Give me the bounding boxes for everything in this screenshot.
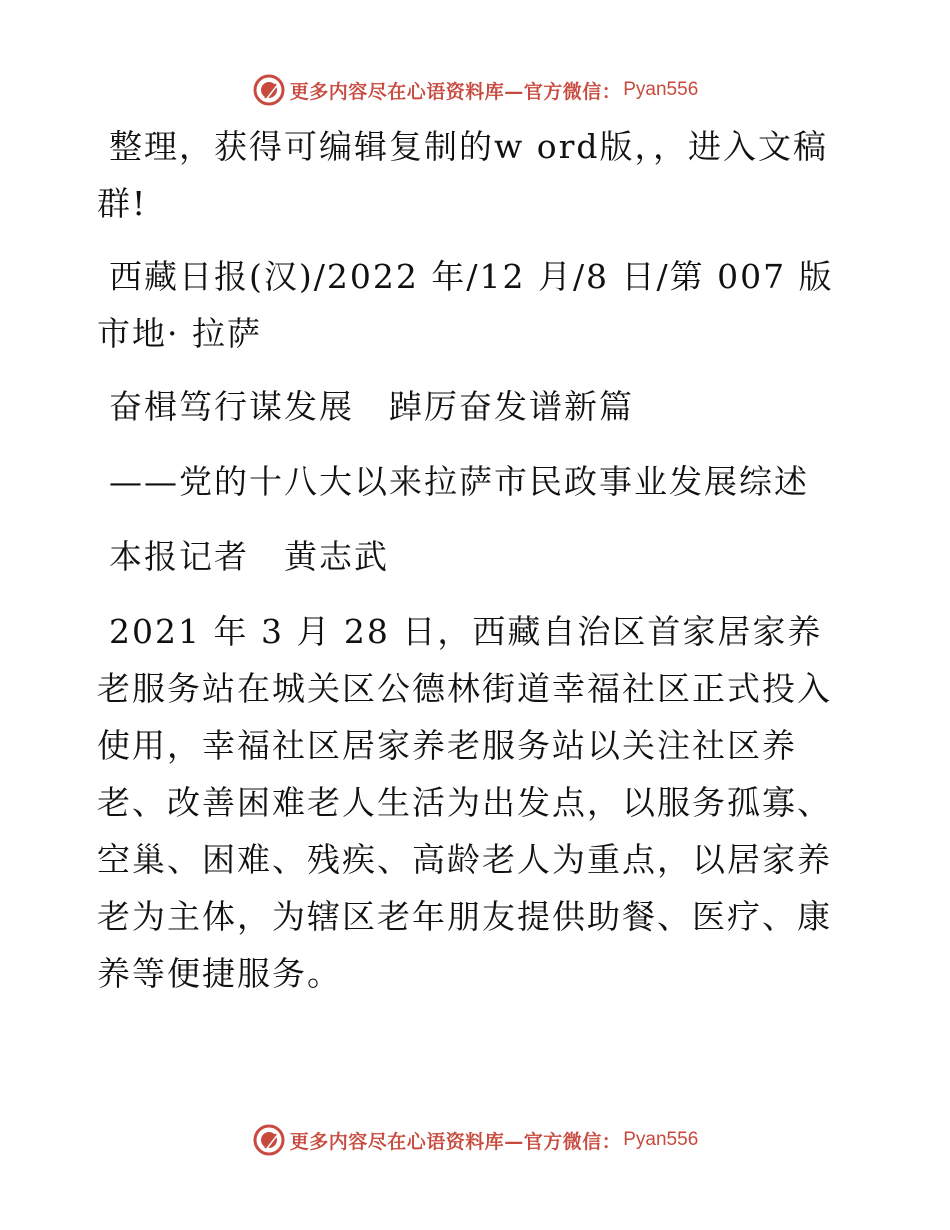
- fountain-pen-logo-icon: [252, 73, 286, 107]
- header-watermark: [0, 70, 950, 110]
- watermark-text: 更多内容尽在心语资料库—官方微信：: [289, 80, 622, 103]
- article-title: 奋楫笃行谋发展 踔厉奋发谱新篇: [109, 387, 634, 426]
- source-line: 西藏日报(汉)/2022 年/12 月/8 日/第 007 版市地· 拉萨: [97, 257, 834, 353]
- body-paragraph: 2021 年 3 月 28 日，西藏自治区首家居家养老服务站在城关区公德林街道幸福社区正式投入使用，幸福社区居家养老服务站以关注社区养老、改善困难老人生活为出发点，以服务孤寡、空巢、困难、残疾、高龄老人为重点，以居家养老为主体，为辖区老年朋友提供助餐、医疗、康养等便捷服务。: [97, 612, 832, 993]
- watermark-handle: Pyan556: [623, 79, 699, 100]
- watermark-text: 更多内容尽在心语资料库—官方微信：: [289, 1130, 622, 1153]
- intro-paragraph: 整理，获得可编辑复制的w ord版，，进入文稿群!: [97, 127, 829, 223]
- fountain-pen-logo-icon: [252, 1123, 286, 1157]
- document-body: [97, 118, 857, 1018]
- footer-watermark: [0, 1120, 950, 1160]
- byline: 本报记者 黄志武: [109, 537, 389, 576]
- watermark-handle: Pyan556: [623, 1129, 699, 1150]
- article-subtitle: ——党的十八大以来拉萨市民政事业发展综述: [109, 462, 809, 501]
